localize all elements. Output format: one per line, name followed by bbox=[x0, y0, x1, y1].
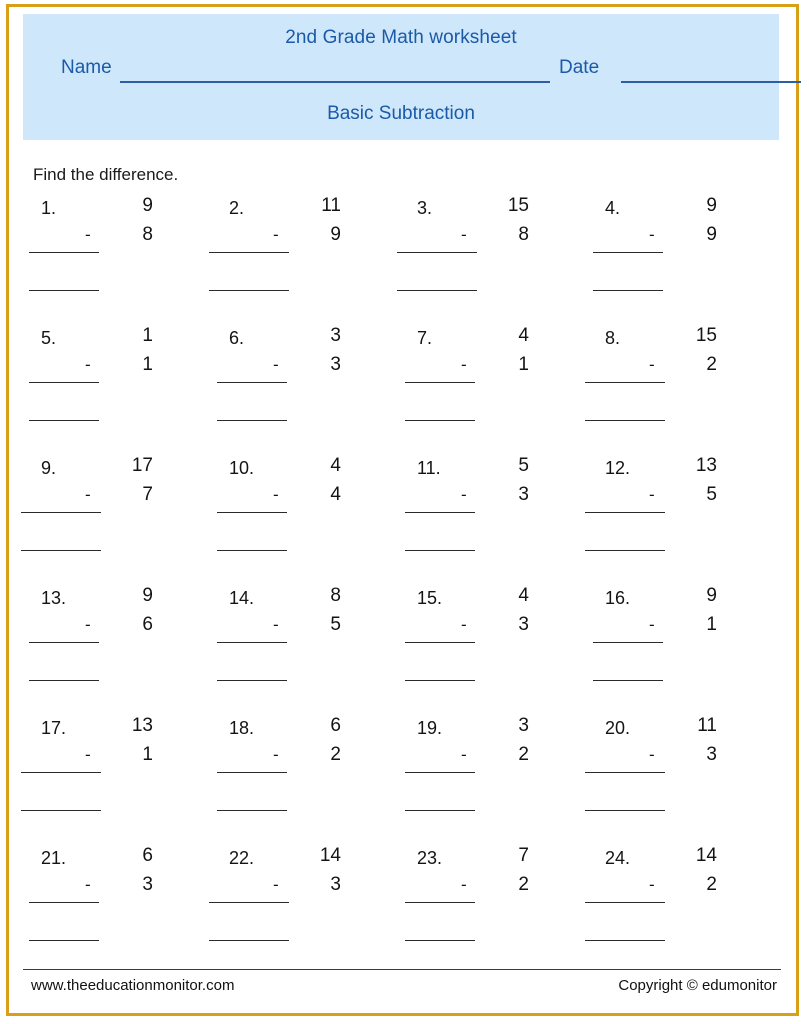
subtrahend-line bbox=[461, 480, 537, 510]
date-label: Date bbox=[559, 57, 600, 78]
minuend: 3 bbox=[330, 325, 341, 346]
problem-row bbox=[27, 192, 779, 322]
answer-blank-line[interactable] bbox=[585, 550, 665, 551]
problem-row bbox=[27, 712, 779, 842]
answer-blank-line[interactable] bbox=[21, 810, 101, 811]
problem-stack bbox=[85, 842, 161, 900]
subtraction-problem bbox=[27, 712, 215, 838]
minus-operator-icon: - bbox=[649, 745, 655, 764]
subtraction-problem bbox=[27, 322, 215, 448]
minus-operator-icon: - bbox=[273, 355, 279, 374]
minus-operator-icon: - bbox=[273, 875, 279, 894]
answer-blank-line[interactable] bbox=[29, 940, 99, 941]
minuend: 6 bbox=[330, 715, 341, 736]
name-label: Name bbox=[61, 57, 112, 78]
footer-copyright: Copyright © edumonitor bbox=[618, 977, 777, 994]
minus-operator-icon: - bbox=[85, 355, 91, 374]
problem-rule bbox=[29, 382, 99, 383]
subtrahend: 9 bbox=[706, 224, 717, 245]
subtrahend: 2 bbox=[706, 354, 717, 375]
subtraction-problem bbox=[591, 712, 779, 838]
subtraction-problem bbox=[591, 192, 779, 318]
minuend: 9 bbox=[706, 585, 717, 606]
problem-number: 23. bbox=[417, 848, 443, 868]
answer-blank-line[interactable] bbox=[29, 420, 99, 421]
problem-number: 7. bbox=[417, 328, 433, 348]
answer-blank-line[interactable] bbox=[405, 810, 475, 811]
minus-operator-icon: - bbox=[461, 355, 467, 374]
problem-rule bbox=[29, 252, 99, 253]
answer-blank-line[interactable] bbox=[585, 420, 665, 421]
problem-stack bbox=[461, 192, 537, 250]
subtraction-problem bbox=[591, 582, 779, 708]
answer-blank-line[interactable] bbox=[217, 810, 287, 811]
subtraction-problem bbox=[215, 322, 403, 448]
subtrahend-line bbox=[649, 870, 725, 900]
footer-divider bbox=[23, 969, 781, 970]
problem-number: 4. bbox=[605, 198, 621, 218]
subtrahend-line bbox=[461, 870, 537, 900]
problem-number: 16. bbox=[605, 588, 631, 608]
worksheet-footer bbox=[23, 977, 781, 1005]
page-title: 2nd Grade Math worksheet bbox=[285, 27, 517, 48]
problem-rule bbox=[405, 382, 475, 383]
subtraction-problem bbox=[403, 192, 591, 318]
problem-number: 18. bbox=[229, 718, 255, 738]
problem-rule bbox=[405, 772, 475, 773]
minus-operator-icon: - bbox=[649, 355, 655, 374]
problem-number: 12. bbox=[605, 458, 631, 478]
minus-operator-icon: - bbox=[461, 875, 467, 894]
subtrahend-line bbox=[461, 350, 537, 380]
subtrahend-line bbox=[273, 220, 349, 250]
answer-blank-line[interactable] bbox=[593, 290, 663, 291]
minuend: 7 bbox=[518, 845, 529, 866]
subtraction-problem bbox=[215, 452, 403, 578]
problem-rule bbox=[21, 772, 101, 773]
minuend: 11 bbox=[697, 715, 717, 736]
minus-operator-icon: - bbox=[649, 615, 655, 634]
subtraction-problem bbox=[27, 452, 215, 578]
problem-rule bbox=[217, 382, 287, 383]
subtrahend: 2 bbox=[518, 744, 529, 765]
problem-stack bbox=[85, 452, 161, 510]
subtraction-problem bbox=[215, 712, 403, 838]
problem-rule bbox=[585, 512, 665, 513]
subtrahend-line bbox=[273, 740, 349, 770]
problem-number: 3. bbox=[417, 198, 433, 218]
minuend: 13 bbox=[695, 455, 717, 476]
problem-number: 19. bbox=[417, 718, 443, 738]
minus-operator-icon: - bbox=[85, 615, 91, 634]
minus-operator-icon: - bbox=[85, 225, 91, 244]
subtrahend: 8 bbox=[142, 224, 153, 245]
problem-number: 2. bbox=[229, 198, 245, 218]
problem-stack bbox=[273, 452, 349, 510]
problem-rule bbox=[217, 772, 287, 773]
problem-rule bbox=[21, 512, 101, 513]
answer-blank-line[interactable] bbox=[209, 290, 289, 291]
minuend: 9 bbox=[142, 195, 153, 216]
worksheet-header bbox=[23, 14, 779, 140]
problem-stack bbox=[461, 842, 537, 900]
subtrahend-line bbox=[461, 220, 537, 250]
subtraction-problem bbox=[591, 842, 779, 968]
subtrahend-line bbox=[85, 870, 161, 900]
subtrahend-line bbox=[649, 350, 725, 380]
subtrahend: 1 bbox=[706, 614, 717, 635]
problem-stack bbox=[649, 192, 725, 250]
answer-blank-line[interactable] bbox=[593, 680, 663, 681]
answer-blank-line[interactable] bbox=[405, 940, 475, 941]
subtrahend-line bbox=[273, 870, 349, 900]
subtraction-problem bbox=[27, 842, 215, 968]
subtrahend: 3 bbox=[330, 354, 341, 375]
minuend: 14 bbox=[695, 845, 717, 866]
subtrahend: 8 bbox=[518, 224, 529, 245]
problem-number: 6. bbox=[229, 328, 245, 348]
answer-blank-line[interactable] bbox=[21, 550, 101, 551]
subtraction-problem bbox=[403, 582, 591, 708]
subtrahend: 5 bbox=[706, 484, 717, 505]
minuend: 9 bbox=[706, 195, 717, 216]
minuend: 4 bbox=[518, 325, 529, 346]
problem-stack bbox=[273, 712, 349, 770]
answer-blank-line[interactable] bbox=[217, 550, 287, 551]
minus-operator-icon: - bbox=[649, 225, 655, 244]
minuend: 3 bbox=[518, 715, 529, 736]
problem-row bbox=[27, 842, 779, 972]
problem-rule bbox=[585, 772, 665, 773]
subtraction-problem bbox=[403, 452, 591, 578]
subtrahend: 3 bbox=[518, 484, 529, 505]
problem-rule bbox=[209, 252, 289, 253]
subtrahend-line bbox=[85, 350, 161, 380]
subtrahend: 3 bbox=[330, 874, 341, 895]
problem-stack bbox=[461, 712, 537, 770]
subtrahend: 5 bbox=[330, 614, 341, 635]
subtrahend: 2 bbox=[330, 744, 341, 765]
problem-row bbox=[27, 452, 779, 582]
problem-number: 10. bbox=[229, 458, 255, 478]
answer-blank-line[interactable] bbox=[217, 420, 287, 421]
problem-row bbox=[27, 322, 779, 452]
problem-rule bbox=[29, 642, 99, 643]
worksheet-subject: Basic Subtraction bbox=[327, 103, 475, 124]
minus-operator-icon: - bbox=[85, 485, 91, 504]
worksheet-inner bbox=[9, 7, 796, 1013]
problem-number: 1. bbox=[41, 198, 57, 218]
subtraction-problem bbox=[403, 322, 591, 448]
problem-stack bbox=[649, 582, 725, 640]
problem-rule bbox=[217, 642, 287, 643]
minuend: 4 bbox=[518, 585, 529, 606]
problem-stack bbox=[85, 322, 161, 380]
answer-blank-line[interactable] bbox=[405, 680, 475, 681]
problem-number: 17. bbox=[41, 718, 67, 738]
subtraction-problem bbox=[403, 842, 591, 968]
subtrahend-line bbox=[273, 610, 349, 640]
problem-rule bbox=[593, 642, 663, 643]
problem-rule bbox=[405, 902, 475, 903]
minuend: 9 bbox=[142, 585, 153, 606]
subtrahend: 2 bbox=[518, 874, 529, 895]
problem-stack bbox=[273, 842, 349, 900]
minuend: 6 bbox=[142, 845, 153, 866]
minus-operator-icon: - bbox=[461, 485, 467, 504]
name-date-row bbox=[43, 57, 763, 85]
subtrahend-line bbox=[273, 480, 349, 510]
subtraction-problem bbox=[215, 192, 403, 318]
subtrahend: 4 bbox=[330, 484, 341, 505]
worksheet-page bbox=[6, 4, 799, 1016]
subtrahend-line bbox=[649, 480, 725, 510]
answer-blank-line[interactable] bbox=[29, 290, 99, 291]
minus-operator-icon: - bbox=[461, 225, 467, 244]
minus-operator-icon: - bbox=[85, 875, 91, 894]
minus-operator-icon: - bbox=[85, 745, 91, 764]
problem-stack bbox=[461, 582, 537, 640]
subtrahend-line bbox=[649, 610, 725, 640]
problem-rule bbox=[585, 902, 665, 903]
answer-blank-line[interactable] bbox=[405, 420, 475, 421]
problem-grid bbox=[27, 192, 779, 972]
subtrahend-line bbox=[85, 480, 161, 510]
subtraction-problem bbox=[591, 322, 779, 448]
minuend: 1 bbox=[142, 325, 153, 346]
problem-number: 21. bbox=[41, 848, 67, 868]
problem-stack bbox=[461, 322, 537, 380]
problem-number: 13. bbox=[41, 588, 67, 608]
minuend: 15 bbox=[695, 325, 717, 346]
minus-operator-icon: - bbox=[649, 875, 655, 894]
problem-stack bbox=[649, 842, 725, 900]
footer-website: www.theeducationmonitor.com bbox=[31, 977, 235, 994]
problem-rule bbox=[397, 252, 477, 253]
problem-rule bbox=[585, 382, 665, 383]
subtrahend: 1 bbox=[142, 354, 153, 375]
minus-operator-icon: - bbox=[649, 485, 655, 504]
problem-number: 8. bbox=[605, 328, 621, 348]
minus-operator-icon: - bbox=[273, 485, 279, 504]
problem-rule bbox=[29, 902, 99, 903]
problem-number: 11. bbox=[417, 458, 441, 478]
subtraction-problem bbox=[27, 582, 215, 708]
minuend: 5 bbox=[518, 455, 529, 476]
problem-rule bbox=[593, 252, 663, 253]
minus-operator-icon: - bbox=[273, 615, 279, 634]
problem-row bbox=[27, 582, 779, 712]
subtrahend: 1 bbox=[518, 354, 529, 375]
problem-stack bbox=[85, 582, 161, 640]
problem-number: 5. bbox=[41, 328, 57, 348]
problem-stack bbox=[273, 322, 349, 380]
subtraction-problem bbox=[27, 192, 215, 318]
subtrahend: 7 bbox=[142, 484, 153, 505]
minuend: 17 bbox=[131, 455, 153, 476]
minuend: 8 bbox=[330, 585, 341, 606]
answer-blank-line[interactable] bbox=[29, 680, 99, 681]
subtrahend: 9 bbox=[330, 224, 341, 245]
problem-number: 9. bbox=[41, 458, 57, 478]
problem-stack bbox=[85, 192, 161, 250]
answer-blank-line[interactable] bbox=[217, 680, 287, 681]
problem-rule bbox=[217, 512, 287, 513]
subtrahend-line bbox=[85, 610, 161, 640]
answer-blank-line[interactable] bbox=[397, 290, 477, 291]
subtrahend-line bbox=[85, 220, 161, 250]
problem-number: 22. bbox=[229, 848, 255, 868]
subtrahend: 6 bbox=[142, 614, 153, 635]
subtraction-problem bbox=[591, 452, 779, 578]
problem-number: 20. bbox=[605, 718, 631, 738]
minus-operator-icon: - bbox=[461, 745, 467, 764]
minus-operator-icon: - bbox=[461, 615, 467, 634]
problem-rule bbox=[405, 642, 475, 643]
problem-stack bbox=[85, 712, 161, 770]
problem-number: 24. bbox=[605, 848, 631, 868]
subtrahend: 3 bbox=[706, 744, 717, 765]
problem-stack bbox=[273, 192, 349, 250]
minuend: 4 bbox=[330, 455, 341, 476]
subtraction-problem bbox=[215, 842, 403, 968]
subtrahend-line bbox=[85, 740, 161, 770]
subtraction-problem bbox=[403, 712, 591, 838]
problem-stack bbox=[461, 452, 537, 510]
answer-blank-line[interactable] bbox=[585, 810, 665, 811]
subtrahend: 2 bbox=[706, 874, 717, 895]
subtrahend-line bbox=[273, 350, 349, 380]
problem-rule bbox=[405, 512, 475, 513]
problem-stack bbox=[649, 712, 725, 770]
minuend: 15 bbox=[507, 195, 529, 216]
problem-number: 15. bbox=[417, 588, 443, 608]
subtrahend: 3 bbox=[142, 874, 153, 895]
subtrahend: 3 bbox=[518, 614, 529, 635]
answer-blank-line[interactable] bbox=[405, 550, 475, 551]
minus-operator-icon: - bbox=[273, 225, 279, 244]
subtrahend-line bbox=[649, 220, 725, 250]
minuend: 14 bbox=[319, 845, 341, 866]
answer-blank-line[interactable] bbox=[585, 940, 665, 941]
name-input-line[interactable] bbox=[120, 81, 550, 83]
subtraction-problem bbox=[215, 582, 403, 708]
date-input-line[interactable] bbox=[621, 81, 801, 83]
problem-stack bbox=[649, 322, 725, 380]
subtrahend-line bbox=[461, 610, 537, 640]
minus-operator-icon: - bbox=[273, 745, 279, 764]
minuend: 13 bbox=[131, 715, 153, 736]
subtrahend: 1 bbox=[142, 744, 153, 765]
subtrahend-line bbox=[461, 740, 537, 770]
problem-stack bbox=[649, 452, 725, 510]
problem-stack bbox=[273, 582, 349, 640]
instruction-text: Find the difference. bbox=[33, 165, 179, 184]
minuend: 11 bbox=[321, 195, 341, 216]
answer-blank-line[interactable] bbox=[209, 940, 289, 941]
problem-number: 14. bbox=[229, 588, 255, 608]
problem-rule bbox=[209, 902, 289, 903]
subtrahend-line bbox=[649, 740, 725, 770]
